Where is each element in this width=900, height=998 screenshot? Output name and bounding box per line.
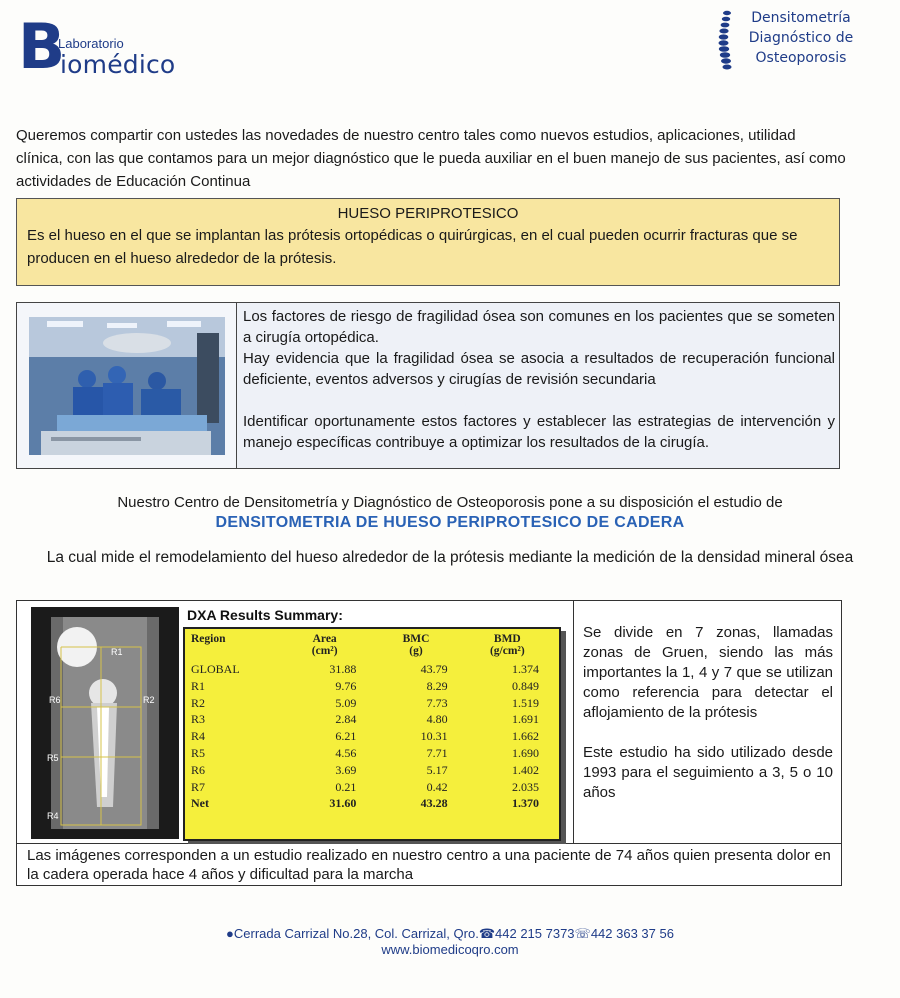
densitometry-logo-text xyxy=(736,8,866,68)
dxa-section xyxy=(16,600,842,844)
densitometry-logo xyxy=(714,6,864,76)
definition-box xyxy=(16,198,840,286)
definition-title: HUESO PERIPROTESICO xyxy=(337,205,519,222)
operating-room-image xyxy=(17,303,237,468)
table-row: R7 0.21 0.42 2.035 xyxy=(191,779,539,794)
xray-label-r1: R1 xyxy=(111,647,123,657)
xray-label-r5: R5 xyxy=(47,753,59,763)
logo-line-3: Osteoporosis xyxy=(755,50,847,66)
logo-letter: B xyxy=(18,10,66,83)
divider xyxy=(573,601,574,843)
logo-name-text: iomédico xyxy=(60,50,176,79)
xray-label-r2: R2 xyxy=(143,695,155,705)
study-description: La cual mide el remodelamiento del hueso alrededor de la prótesis mediante la medición de la densidad mineral ósea xyxy=(46,549,854,566)
footer-phone: 442 215 7373 xyxy=(495,926,575,941)
table-row: R3 2.84 4.80 1.691 xyxy=(191,712,539,727)
dxa-results-panel xyxy=(183,627,561,841)
dxa-col-bmc: BMC (g) xyxy=(402,633,430,657)
phone-icon: ☎ xyxy=(478,926,496,941)
surgery-photo xyxy=(17,303,237,468)
table-row: R4 6.21 10.31 1.662 xyxy=(191,729,539,744)
table-row: R1 9.76 8.29 0.849 xyxy=(191,678,539,693)
location-pin-icon: ● xyxy=(226,926,234,941)
hip-xray-image xyxy=(31,607,179,839)
footer-website[interactable]: www.biomedicoqro.com xyxy=(381,942,519,957)
biomedico-logo xyxy=(18,10,188,83)
dxa-results xyxy=(183,607,581,837)
definition-text: Es el hueso en el que se implantan las prótesis ortopédicas o quirúrgicas, en el cual pueden ocurrir fracturas que se producen en el hueso alrededor de la prótesis. xyxy=(27,227,798,267)
logo-lab-text: Laboratorio xyxy=(58,36,124,51)
logo-line-1: Densitometría xyxy=(751,10,851,26)
logo-line-2: Diagnóstico de xyxy=(748,30,854,46)
table-row: R5 4.56 7.71 1.690 xyxy=(191,745,539,760)
footer xyxy=(0,926,900,958)
risk-paragraph-2: Hay evidencia que la fragilidad ósea se asocia a resultados de recuperación funcional deficiente, eventos adversos y cirugías de revisión secundaria xyxy=(243,350,835,388)
risk-factors-box xyxy=(16,302,840,469)
footer-whatsapp: 442 363 37 56 xyxy=(590,926,674,941)
dxa-header-row xyxy=(191,633,553,661)
risk-paragraph-3: Identificar oportunamente estos factores y establecer las estrategias de intervención y manejo específicas contribuye a optimizar los resultados de la cirugía. xyxy=(243,413,835,451)
dxa-table xyxy=(191,633,553,812)
case-note: Las imágenes corresponden a un estudio realizado en nuestro centro a una paciente de 74 años quien presenta dolor en la cadera operada hace 4 años y dificultad para la marcha xyxy=(16,844,842,886)
xray-label-r6: R6 xyxy=(49,695,61,705)
zones-paragraph-2: Este estudio ha sido utilizado desde 1993 para el seguimiento a 3, 5 o 10 años xyxy=(583,744,833,801)
footer-address: Cerrada Carrizal No.28, Col. Carrizal, Qro. xyxy=(233,926,479,941)
spine-icon xyxy=(718,10,732,72)
table-row: R2 5.09 7.73 1.519 xyxy=(191,695,539,710)
risk-paragraph-1: Los factores de riesgo de fragilidad ósea son comunes en los pacientes que se someten a cirugía ortopédica. xyxy=(243,308,835,346)
table-row: GLOBAL 31.88 43.79 1.374 xyxy=(191,662,539,676)
dxa-heading: DXA Results Summary: xyxy=(187,607,343,623)
study-intro: Nuestro Centro de Densitometría y Diagnóstico de Osteoporosis pone a su disposición el estudio de xyxy=(117,494,783,511)
xray-label-r4: R4 xyxy=(47,811,59,821)
dxa-col-bmd: BMD (g/cm²) xyxy=(489,633,525,657)
net-row: Net 31.60 43.28 1.370 xyxy=(191,796,539,811)
intro-paragraph: Queremos compartir con ustedes las novedades de nuestro centro tales como nuevos estudios, aplicaciones, utilidad clínica, con las que contamos para un mejor diagnóstico que le pueda auxiliar en el buen manejo de sus pacientes, así como actividades de Educación Continua xyxy=(16,127,846,190)
study-title: DENSITOMETRIA DE HUESO PERIPROTESICO DE CADERA xyxy=(215,514,685,531)
gruen-zones-text xyxy=(583,623,833,803)
risk-factors-text xyxy=(243,306,835,453)
dxa-col-area: Area (cm²) xyxy=(311,633,338,657)
zones-paragraph-1: Se divide en 7 zonas, llamadas zonas de Gruen, siendo las más importantes la 1, 4 y 7 que se utilizan como referencia para detectar el aflojamiento de la prótesis xyxy=(583,624,833,721)
footer-contact-line xyxy=(0,926,900,942)
dxa-col-region: Region xyxy=(191,633,226,645)
whatsapp-icon: ☏ xyxy=(574,926,591,941)
table-row: R6 3.69 5.17 1.402 xyxy=(191,762,539,777)
